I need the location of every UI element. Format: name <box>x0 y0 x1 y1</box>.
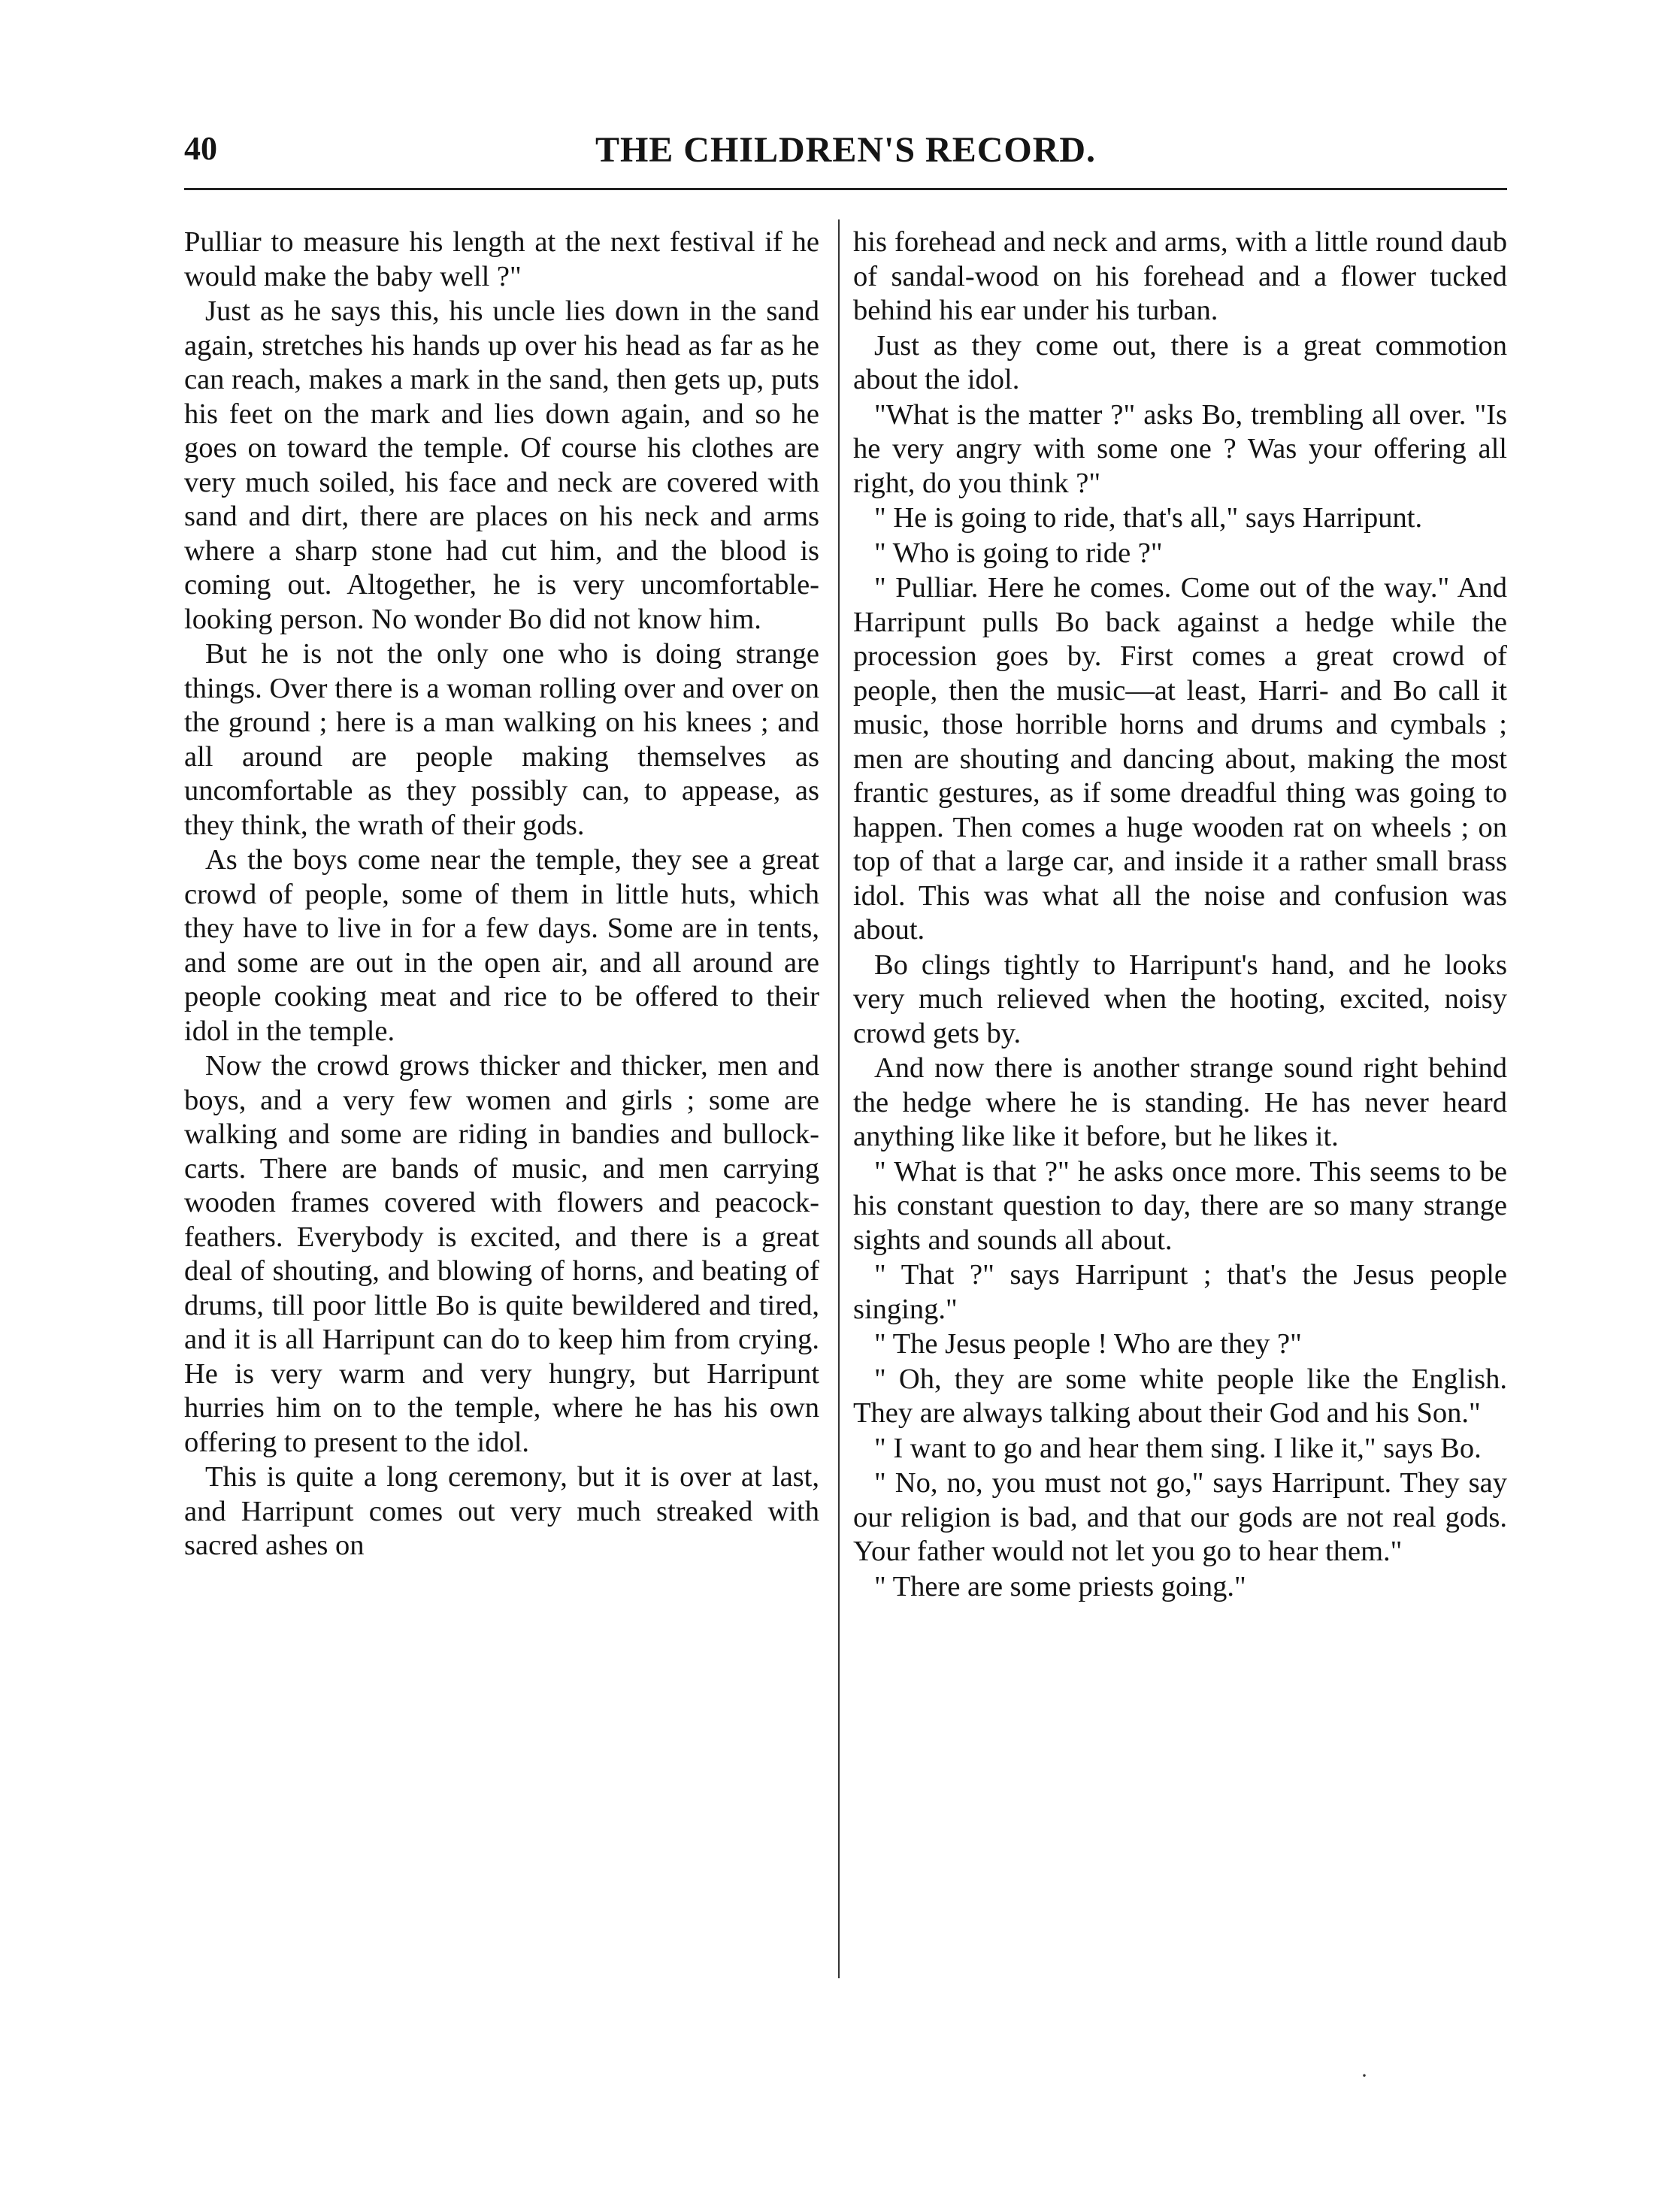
paragraph: Just as they come out, there is a great commotion about the idol. <box>853 329 1507 395</box>
paragraph: " Pulliar. Here he comes. Come out of the way." And Harripunt pulls Bo back against a hedge while the procession goes by. First comes a great crowd of people, then the music—at least, Harri- and Bo call it music, those horrible horns and drums and cymbals ; men are shouting and dancing about, making the most frantic gestures, as if some dreadful thing was going to happen. Then comes a huge wooden rat on wheels ; on top of that a large car, and inside it a rather small brass idol. This was what all the noise and confusion was about. <box>853 572 1507 946</box>
column-divider <box>838 219 840 1978</box>
page-number: 40 <box>184 130 217 167</box>
paragraph: " He is going to ride, that's all," says Harripunt. <box>874 502 1423 534</box>
paragraph: "What is the matter ?" asks Bo, trembling all over. "Is he very angry with some one ? Was your offering all right, do you think ?" <box>853 398 1507 499</box>
paragraph: And now there is another strange sound right behind the hedge where he is standing. He has never heard anything like like it before, but he likes it. <box>853 1052 1507 1152</box>
paragraph: Now the crowd grows thicker and thicker, men and boys, and a very few women and girls ; some are walking and some are riding in bandies and bullock-carts. There are bands of music, and men carrying wooden frames covered with flowers and peacock-feathers. Everybody is excited, and there is a great deal of shouting, and blowing of horns, and beating of drums, till poor little Bo is quite bewildered and tired, and it is all Harripunt can do to keep him from crying. He is very warm and very hungry, but Harripunt hurries him on to the temple, where he has his own offering to present to the idol. <box>184 1050 819 1458</box>
paragraph: " Who is going to ride ?" <box>874 537 1163 569</box>
paragraph: " There are some priests going." <box>874 1570 1246 1602</box>
paragraph: " Oh, they are some white people like the English. They are always talking about their God and his Son." <box>853 1363 1507 1429</box>
paragraph: Pulliar to measure his length at the next festival if he would make the baby well ?" <box>184 226 819 292</box>
paragraph: " That ?" says Harripunt ; that's the Jesus people singing." <box>853 1259 1507 1325</box>
page-header <box>184 129 1507 182</box>
paragraph: This is quite a long ceremony, but it is over at last, and Harripunt comes out very much streaked with sacred ashes on <box>184 1461 819 1561</box>
header-rule <box>184 188 1507 190</box>
paragraph: Just as he says this, his uncle lies down in the sand again, stretches his hands up over his head as far as he can reach, makes a mark in the sand, then gets up, puts his feet on the mark and lies down again, and so he goes on toward the temple. Of course his clothes are very much soiled, his face and neck are covered with sand and dirt, there are places on his neck and arms where a sharp stone had cut him, and the blood is coming out. Altogether, he is very uncomfortable-looking person. No wonder Bo did not know him. <box>184 295 819 635</box>
right-column <box>853 225 1507 1605</box>
paragraph: " No, no, you must not go," says Harripunt. They say our religion is bad, and that our gods are not real gods. Your father would not let you go to hear them." <box>853 1467 1507 1567</box>
paragraph: " The Jesus people ! Who are they ?" <box>874 1328 1302 1360</box>
paragraph: " I want to go and hear them sing. I like it," says Bo. <box>874 1432 1482 1464</box>
paragraph: Bo clings tightly to Harripunt's hand, and he looks very much relieved when the hooting, excited, noisy crowd gets by. <box>853 949 1507 1049</box>
left-column <box>184 225 819 1564</box>
paragraph: As the boys come near the temple, they see a great crowd of people, some of them in little huts, which they have to live in for a few days. Some are in tents, and some are out in the open air, and all around are people cooking meat and rice to be offered to their idol in the temple. <box>184 844 819 1047</box>
ink-speck: · <box>1361 2063 1368 2088</box>
paragraph: his forehead and neck and arms, with a little round daub of sandal-wood on his forehead and a flower tucked behind his ear under his turban. <box>853 226 1507 326</box>
running-title: THE CHILDREN'S RECORD. <box>595 130 1097 170</box>
paragraph: But he is not the only one who is doing strange things. Over there is a woman rolling over and over on the ground ; here is a man walking on his knees ; and all around are people making themselves as uncomfortable as they possibly can, to appease, as they think, the wrath of their gods. <box>184 638 819 841</box>
paragraph: " What is that ?" he asks once more. This seems to be his constant question to day, there are so many strange sights and sounds all about. <box>853 1155 1507 1256</box>
